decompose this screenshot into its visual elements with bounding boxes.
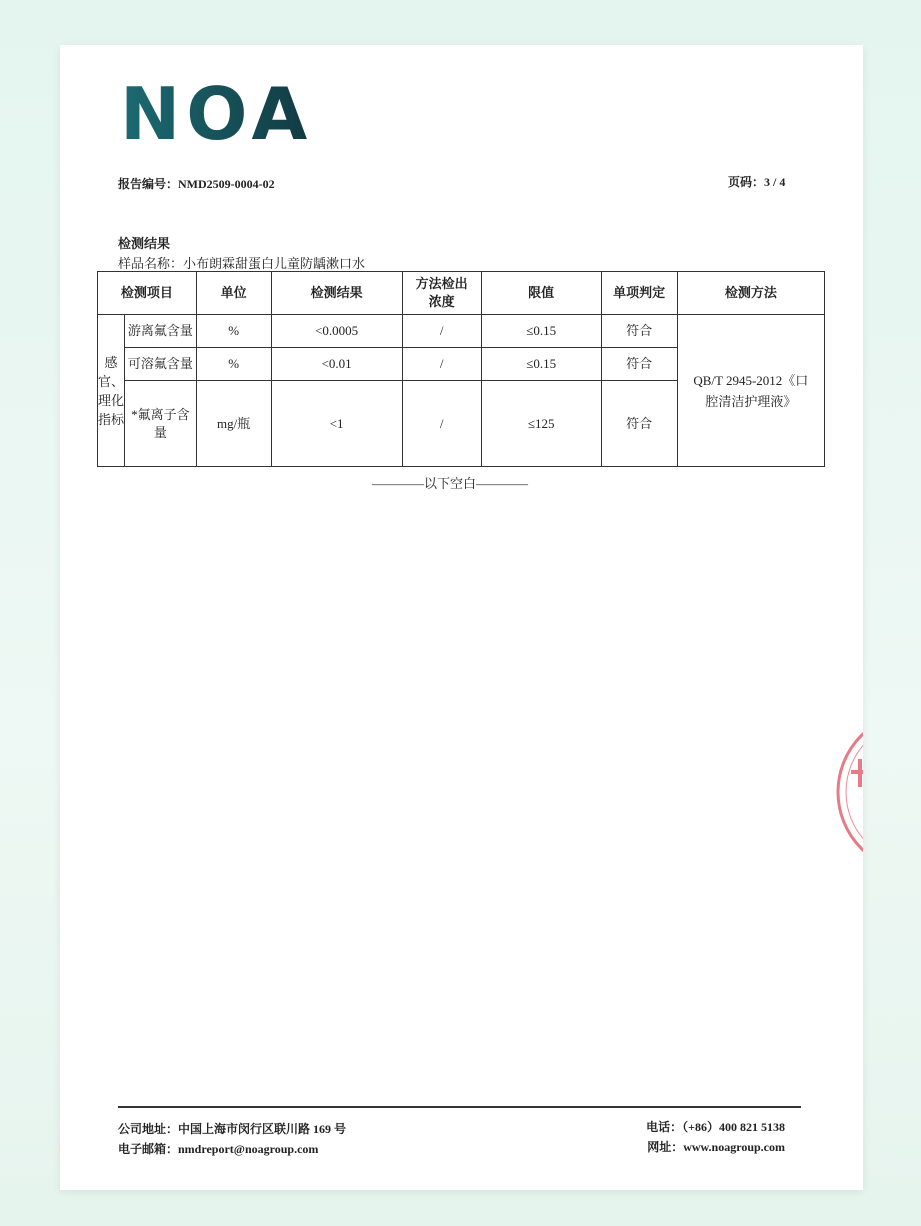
group-cell: 感官、理化指标 xyxy=(98,315,125,467)
header-cell: 方法检出浓度 xyxy=(402,272,481,315)
limit-cell: ≤0.15 xyxy=(481,348,601,381)
sample-name: 样品名称：小布朗霖甜蛋白儿童防龋漱口水 xyxy=(118,256,366,271)
result-cell: <1 xyxy=(271,381,402,467)
result-cell: <0.01 xyxy=(271,348,402,381)
company-phone: 电话：（+86）400 821 5138 xyxy=(646,1120,785,1134)
method-cell: QB/T 2945-2012《口腔清洁护理液》 xyxy=(677,315,824,467)
header-cell: 单项判定 xyxy=(601,272,677,315)
unit-cell: % xyxy=(196,348,271,381)
red-seal-stamp xyxy=(833,707,863,877)
noa-logo: NOA xyxy=(120,72,314,156)
judge-cell: 符合 xyxy=(601,381,677,467)
report-page xyxy=(60,45,863,1190)
header-cell: 检测项目 xyxy=(98,272,197,315)
mdl-cell: / xyxy=(402,315,481,348)
section-title: 检测结果 xyxy=(118,236,171,251)
blank-below-note: ————以下空白———— xyxy=(372,476,529,491)
company-email: 电子邮箱：nmdreport@noagroup.com xyxy=(118,1142,319,1156)
item-cell: 游离氟含量 xyxy=(125,315,197,348)
limit-cell: ≤0.15 xyxy=(481,315,601,348)
limit-cell: ≤125 xyxy=(481,381,601,467)
judge-cell: 符合 xyxy=(601,315,677,348)
header-cell: 限值 xyxy=(481,272,601,315)
footer-divider xyxy=(118,1106,801,1108)
judge-cell: 符合 xyxy=(601,348,677,381)
report-number: 报告编号：NMD2509-0004-02 xyxy=(118,177,275,191)
mdl-cell: / xyxy=(402,381,481,467)
item-cell: *氟离子含量 xyxy=(125,381,197,467)
item-cell: 可溶氟含量 xyxy=(125,348,197,381)
table-header xyxy=(98,272,825,315)
company-website: 网址：www.noagroup.com xyxy=(647,1140,785,1154)
header-cell: 检测结果 xyxy=(271,272,402,315)
unit-cell: % xyxy=(196,315,271,348)
header-cell: 单位 xyxy=(196,272,271,315)
table-row xyxy=(98,315,825,348)
result-cell: <0.0005 xyxy=(271,315,402,348)
page-number: 页码：3 / 4 xyxy=(728,175,786,189)
company-address: 公司地址：中国上海市闵行区联川路 169 号 xyxy=(118,1122,347,1136)
results-table xyxy=(97,271,825,467)
unit-cell: mg/瓶 xyxy=(196,381,271,467)
header-cell: 检测方法 xyxy=(677,272,824,315)
mdl-cell: / xyxy=(402,348,481,381)
